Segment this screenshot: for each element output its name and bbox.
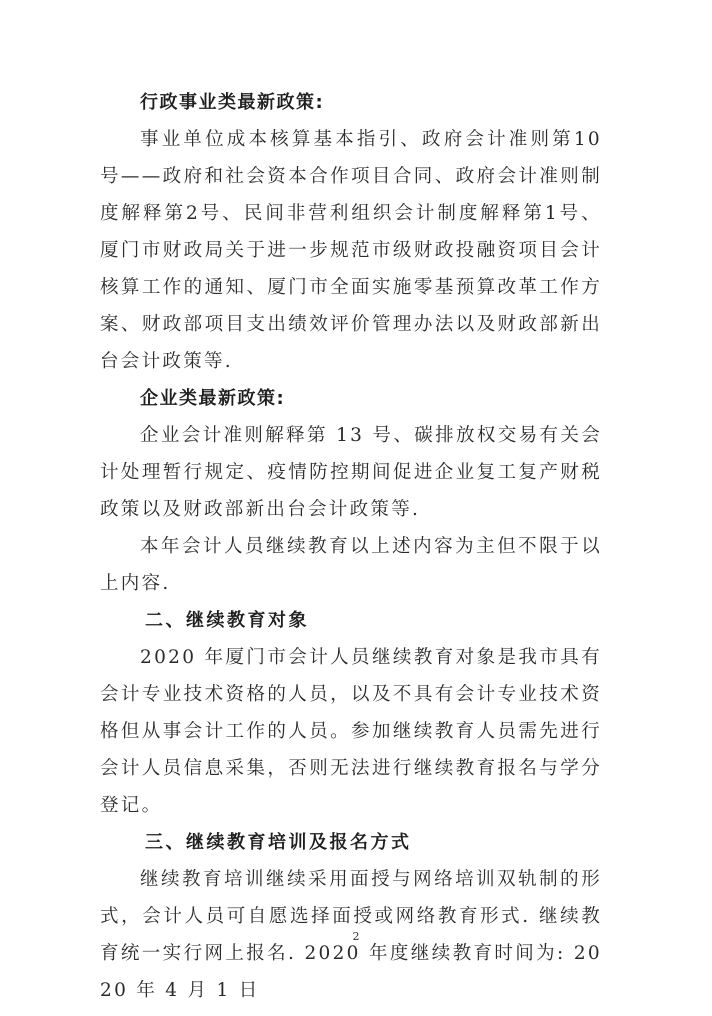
document-page xyxy=(100,84,602,1009)
paragraph-enterprise-policies: 企业会计准则解释第 13 号、碳排放权交易有关会计处理暂行规定、疫情防控期间促进企业复工复产财税政策以及财政部新出台会计政策等. xyxy=(100,425,602,520)
section-heading-targets: 二、继续教育对象 xyxy=(145,610,309,631)
paragraph-scope-note: 本年会计人员继续教育以上述内容为主但不限于以上内容. xyxy=(100,536,602,594)
paragraph-training-registration: 继续教育培训继续采用面授与网络培训双轨制的形式，会计人员可自愿选择面授或网络教育形式. 继续教育统一实行网上报名. 2020 年度继续教育时间为: 2020 年 4 月 1 日 xyxy=(100,869,602,1001)
paragraph-admin-policies: 事业单位成本核算基本指引、政府会计准则第10号——政府和社会资本合作项目合同、政府会计准则制度解释第2号、民间非营利组织会计制度解释第1号、厦门市财政局关于进一步规范市级财政投融资项目会计核算工作的通知、厦门市全面实施零基预算改革工作方案、财政部项目支出绩效评价管理办法以及财政部新出台会计政策等. xyxy=(100,129,602,372)
paragraph-targets: 2020 年厦门市会计人员继续教育对象是我市具有会计专业技术资格的人员，以及不具有会计专业技术资格但从事会计工作的人员。参加继续教育人员需先进行会计人员信息采集，否则无法进行继续教育报名与学分登记。 xyxy=(100,647,602,816)
subheading-admin-policies: 行政事业类最新政策: xyxy=(140,92,325,113)
subheading-enterprise-policies: 企业类最新政策: xyxy=(140,388,286,409)
page-number: 2 xyxy=(352,930,360,943)
section-heading-training-registration: 三、继续教育培训及报名方式 xyxy=(145,832,412,853)
